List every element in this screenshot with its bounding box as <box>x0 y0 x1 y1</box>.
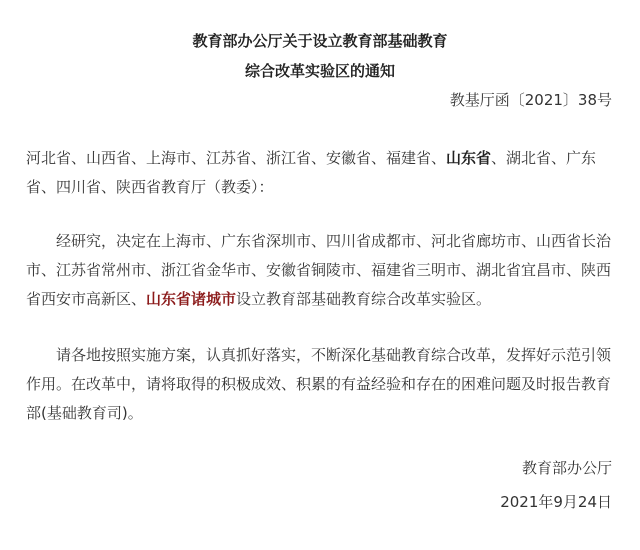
document-title-line-2: 综合改革实验区的通知 <box>244 62 395 80</box>
document-number: 教基厅函〔2021〕38号 <box>449 91 612 109</box>
addressee-text-2: 、湖北省、广东省、四川省、陕西省教育厅（教委）： <box>26 149 597 196</box>
addressee-text-1: 河北省、山西省、上海市、江苏省、浙江省、安徽省、福建省、 <box>26 149 447 167</box>
signature-date: 2021年9月24日 <box>500 493 612 511</box>
signature-organization: 教育部办公厅 <box>521 459 612 477</box>
body1-highlight-zhucheng: 山东省诸城市 <box>146 290 237 308</box>
document-title-line-1: 教育部办公厅关于设立教育部基础教育 <box>192 32 448 50</box>
body1-text-2: 设立教育部基础教育综合改革实验区。 <box>236 290 492 308</box>
body-paragraph-1 <box>26 227 616 314</box>
addressee-bold-shandong: 山东省 <box>446 149 492 167</box>
addressee-paragraph <box>26 144 616 202</box>
body1-text-1: 经研究，决定在上海市、广东省深圳市、四川省成都市、河北省廊坊市、山西省长治市、江苏省常州市、浙江省金华市、安徽省铜陵市、福建省三明市、湖北省宜昌市、陕西省西安市高新区、 <box>26 232 612 308</box>
body-paragraph-2: 请各地按照实施方案，认真抓好落实，不断深化基础教育综合改革，发挥好示范引领作用。在改革中，请将取得的积极成效、积累的有益经验和存在的困难问题及时报告教育部(基础教育司)。 <box>26 346 612 422</box>
